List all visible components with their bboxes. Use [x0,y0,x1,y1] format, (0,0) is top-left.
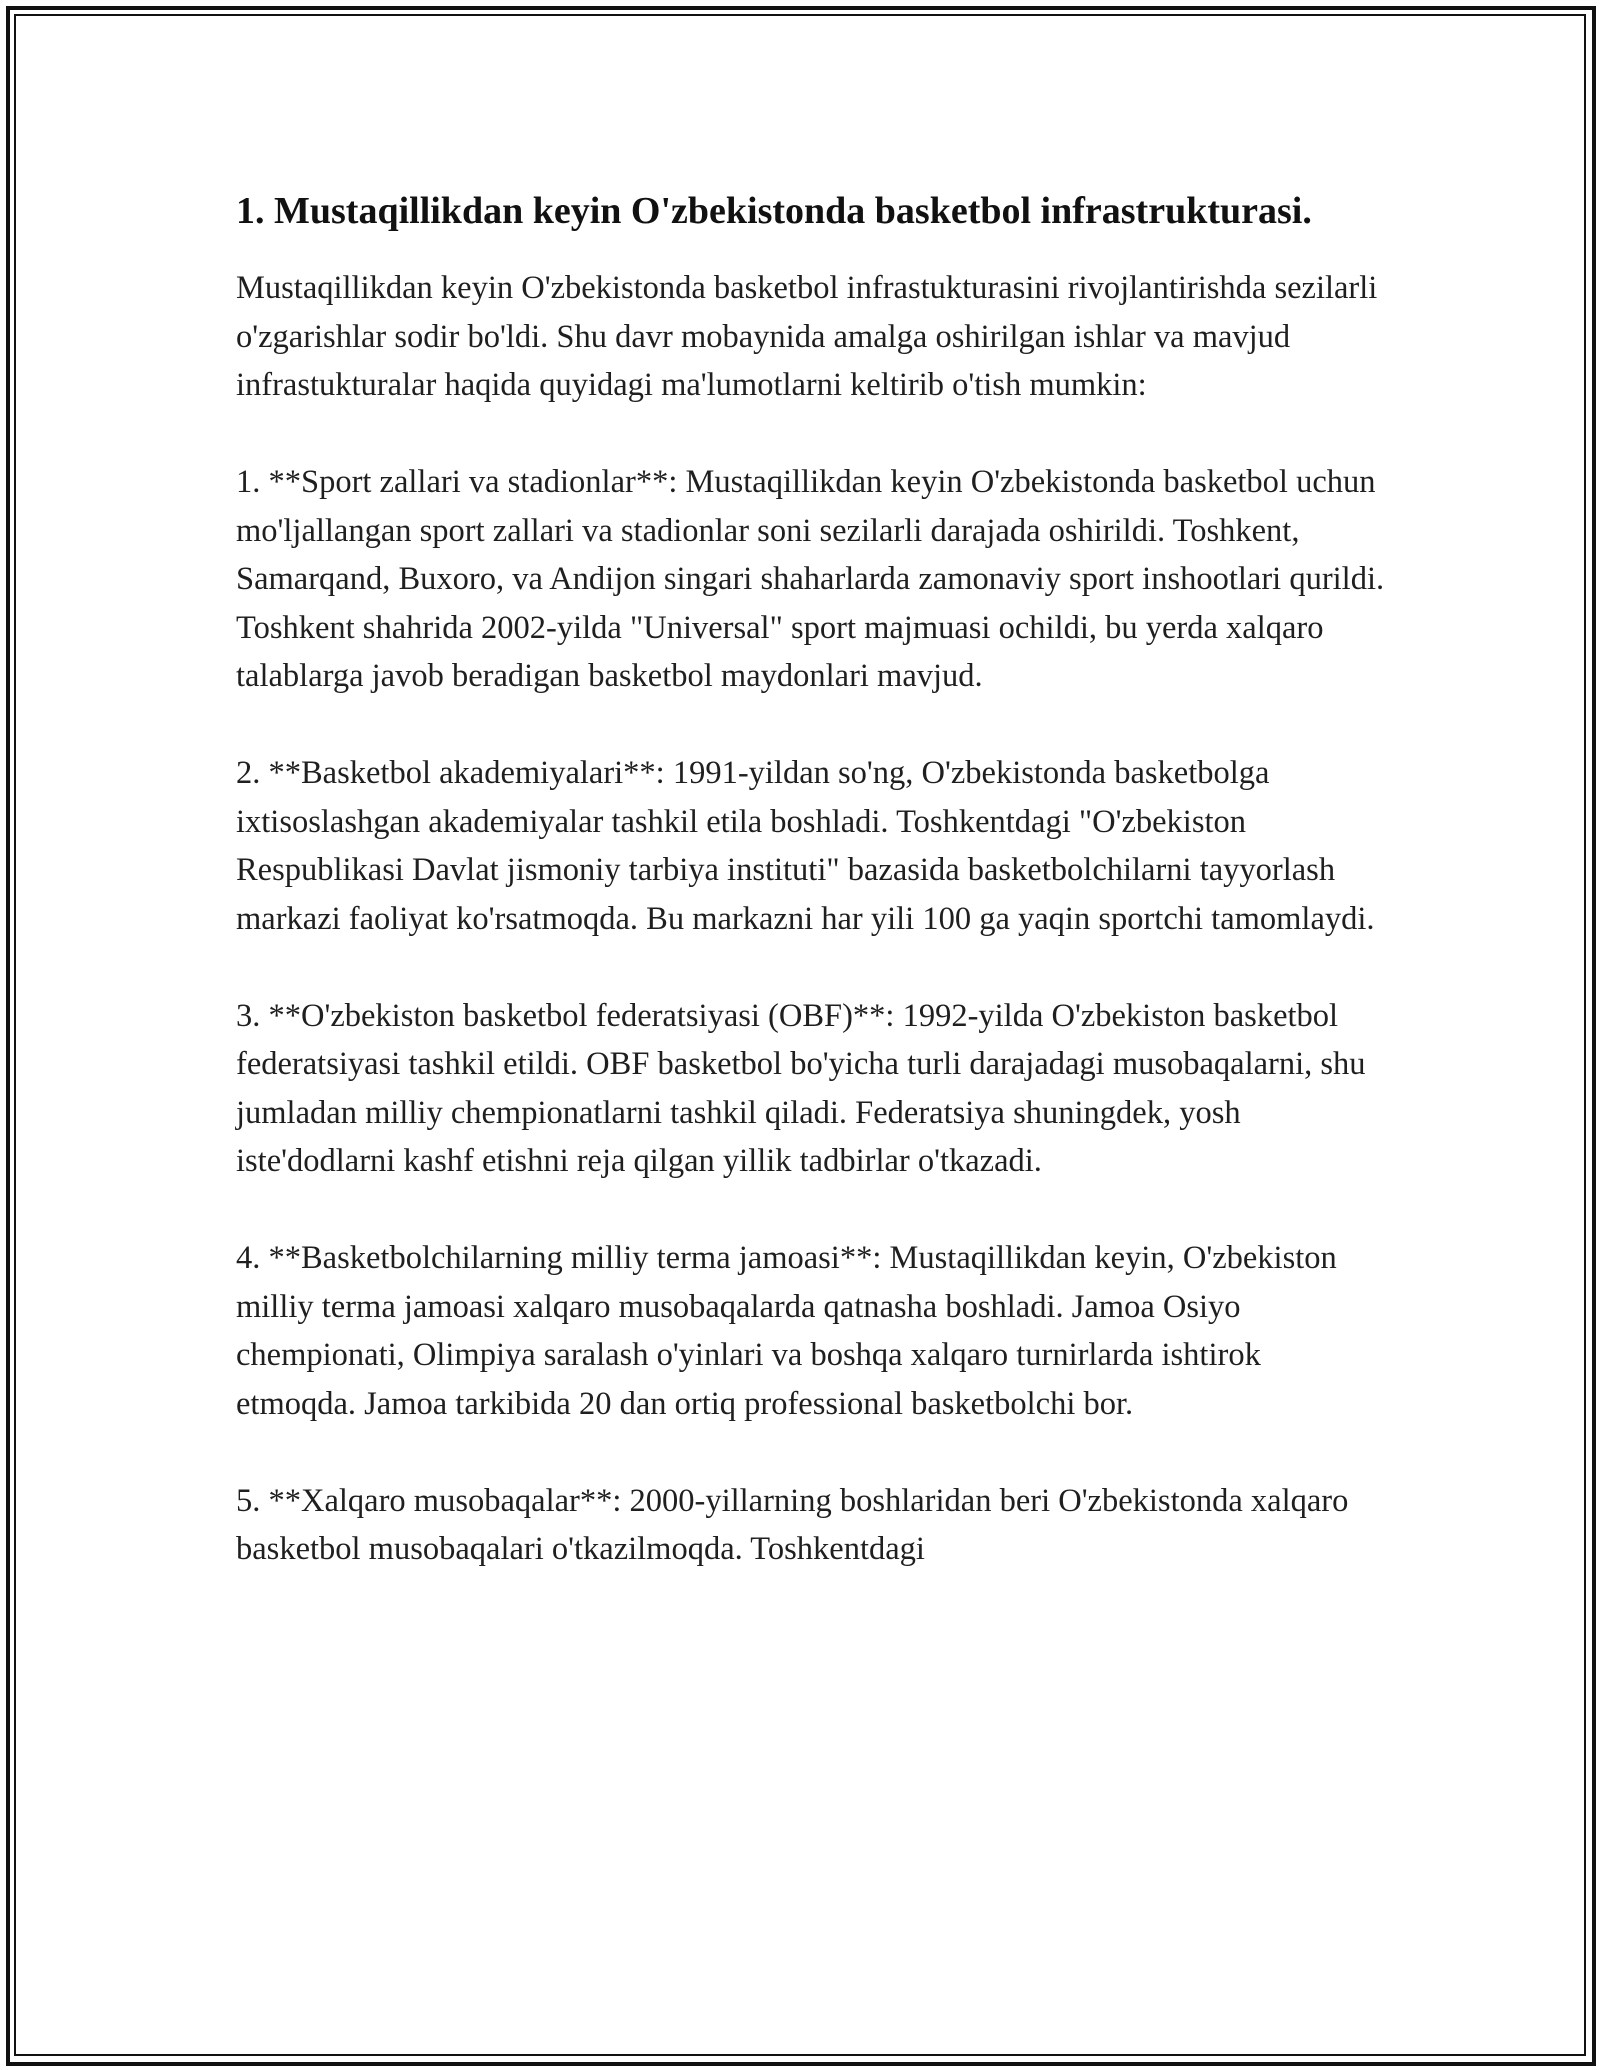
item-international-competitions-paragraph: 5. **Xalqaro musobaqalar**: 2000-yillarning boshlaridan beri O'zbekistonda xalqaro basketbol musobaqalari o'tkazilmoqda. Toshkentdagi [236,1482,1349,1567]
item-federation-paragraph: 3. **O'zbekiston basketbol federatsiyasi (OBF)**: 1992-yilda O'zbekiston basketbol federatsiyasi tashkil etildi. OBF basketbol bo'yicha turli darajadagi musobaqalarni, shu jumladan milliy chempionatlarni tashkil qiladi. Federatsiya shuningdek, yosh iste'dodlarni kashf etishni reja qilgan yillik tadbirlar o'tkazadi. [236,997,1366,1179]
item-national-team-paragraph: 4. **Basketbolchilarning milliy terma jamoasi**: Mustaqillikdan keyin, O'zbekiston milliy terma jamoasi xalqaro musobaqalarda qatnasha boshladi. Jamoa Osiyo chempionati, Olimpiya saralash o'yinlari va boshqa xalqaro turnirlarda ishtirok etmoqda. Jamoa tarkibida 20 dan ortiq professional basketbolchi bor. [236,1240,1337,1422]
section-heading: 1. Mustaqillikdan keyin O'zbekistonda basketbol infrastrukturasi. [236,190,1312,232]
item-academies-paragraph: 2. **Basketbol akademiyalari**: 1991-yildan so'ng, O'zbekistonda basketbolga ixtisoslashgan akademiyalar tashkil etila boshladi. Toshkentdagi "O'zbekiston Respublikasi Davlat jismoniy tarbiya instituti" bazasida basketbolchilarni tayyorlash markazi faoliyat ko'rsatmoqda. Bu markazni har yili 100 ga yaqin sportchi tamomlaydi. [236,755,1375,937]
item-sport-halls-paragraph: 1. **Sport zallari va stadionlar**: Mustaqillikdan keyin O'zbekistonda basketbol uchun mo'ljallangan sport zallari va stadionlar soni sezilarli darajada oshirildi. Toshkent, Samarqand, Buxoro, va Andijon singari shaharlarda zamonaviy sport inshootlari qurildi. Toshkent shahrida 2002-yilda "Universal" sport majmuasi ochildi, bu yerda xalqaro talablarga javob beradigan basketbol maydonlari mavjud. [236,464,1385,694]
intro-paragraph: Mustaqillikdan keyin O'zbekistonda basketbol infrastukturasini rivojlantirishda sezilarli o'zgarishlar sodir bo'ldi. Shu davr mobaynida amalga oshirilgan ishlar va mavjud infrastukturalar haqida quyidagi ma'lumotlarni keltirib o'tish mumkin: [236,270,1378,403]
document-page [236,186,1386,1622]
